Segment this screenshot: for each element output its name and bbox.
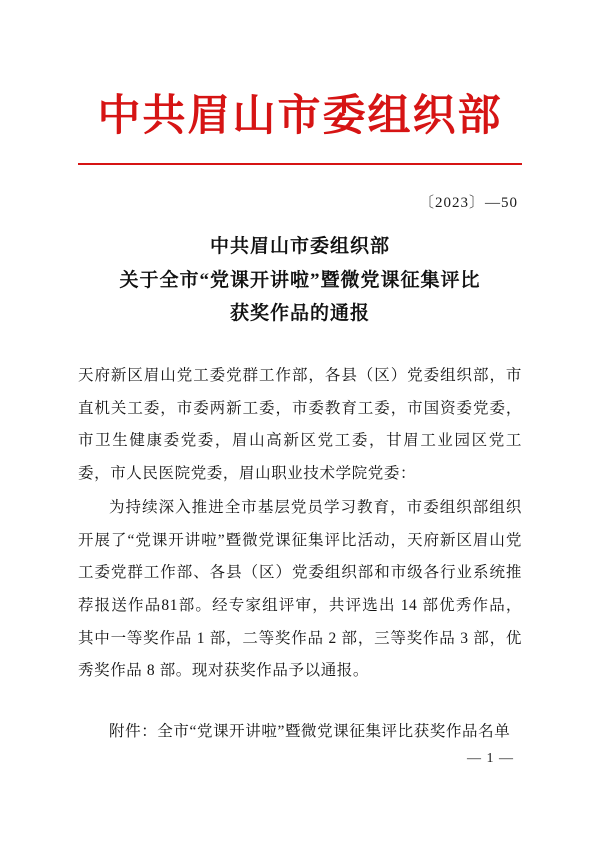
page-number: — 1 — [467, 751, 514, 766]
letterhead-divider [78, 163, 522, 165]
document-body [78, 360, 522, 748]
title-line-2: 关于全市“党课开讲啦”暨微党课征集评比 [119, 269, 481, 291]
letterhead [78, 0, 522, 165]
title-line-1: 中共眉山市委组织部 [209, 236, 390, 258]
title-line-3: 获奖作品的通报 [229, 302, 370, 324]
document-title [78, 230, 522, 330]
body-paragraph-1: 为持续深入推进全市基层党员学习教育，市委组织部组织开展了“党课开讲啦”暨微党课征集评比活动，天府新区眉山党工委党群工作部、各县（区）党委组织部和市级各行业系统推荐报送作品81部。经专家组评审，共评选出 14 部优秀作品，其中一等奖作品 1 部，二等奖作品 2 部，三等奖作品 3 部，优秀奖作品 8 部。现对获奖作品予以通报。 [78, 499, 522, 680]
recipients-paragraph: 天府新区眉山党工委党群工作部，各县（区）党委组织部，市直机关工委，市委两新工委，市委教育工委，市国资委党委，市卫生健康委党委，眉山高新区党工委，甘眉工业园区党工委，市人民医院党委，眉山职业技术学院党委： [78, 367, 522, 482]
attachment-line: 附件：全市“党课开讲啦”暨微党课征集评比获奖作品名单 [109, 722, 511, 740]
document-number: 〔2023〕—50 [418, 195, 518, 212]
letterhead-organization: 中共眉山市委组织部 [97, 93, 503, 140]
